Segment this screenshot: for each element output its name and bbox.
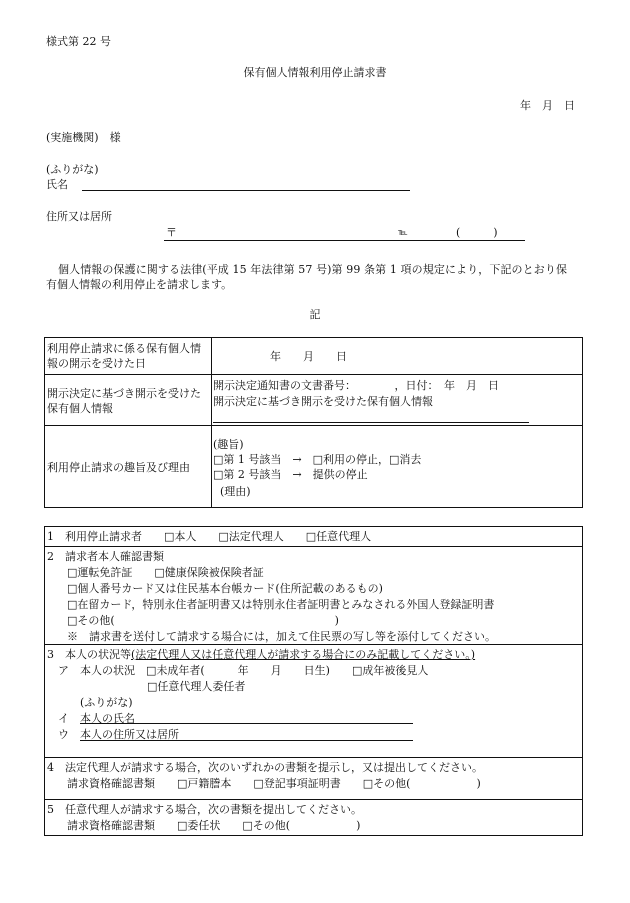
- id-option-license[interactable]: □運転免許証 □健康保険被保険者証: [67, 566, 264, 579]
- ki-heading: 記: [309, 308, 321, 321]
- id-documents-title: 2 請求者本人確認書類: [47, 550, 164, 563]
- intro-line-2: 有個人情報の利用停止を請求します。: [46, 278, 233, 291]
- form-number: 様式第 22 号: [46, 35, 111, 48]
- table-row-divider: [44, 644, 583, 645]
- principal-address-field[interactable]: [80, 740, 413, 741]
- applicant-furigana-label: (ふりがな): [46, 163, 99, 176]
- table-row-divider: [44, 757, 583, 758]
- row1-label-line-2: 報の開示を受けた日: [47, 357, 146, 370]
- tel-mark: ℡: [398, 228, 408, 238]
- requester-type-line[interactable]: 1 利用停止請求者 □本人 □法定代理人 □任意代理人: [47, 530, 372, 543]
- principal-status-condition: (法定代理人又は任意代理人が請求する場合にのみ記載してください。): [131, 648, 476, 661]
- table-row-divider: [44, 546, 583, 547]
- postal-mark: 〒: [166, 226, 177, 239]
- principal-name-label: 本人の氏名: [80, 712, 135, 725]
- id-option-mynumber[interactable]: □個人番号カード又は住民基本台帳カード(住所記載のあるもの): [67, 582, 383, 595]
- applicant-name-label: 氏名: [46, 178, 68, 191]
- disclosed-info-label: 開示決定に基づき開示を受けた保有個人情報: [213, 395, 433, 408]
- applicant-address-field[interactable]: [164, 240, 525, 241]
- table-divider: [211, 337, 212, 508]
- purpose-heading: (趣旨): [213, 438, 244, 451]
- applicant-name-field[interactable]: [82, 190, 410, 191]
- clause2-checkbox-line[interactable]: □第 2 号該当 → 提供の停止: [213, 468, 368, 481]
- voluntary-agent-docs-title: 5 任意代理人が請求する場合，次の書類を提出してください。: [47, 803, 362, 816]
- principal-address-mark: ウ: [58, 728, 69, 741]
- principal-name-mark: イ: [58, 712, 69, 725]
- principal-name-field[interactable]: [80, 723, 413, 724]
- voluntary-agent-docs-options[interactable]: 請求資格確認書類 □委任状 □その他( ): [67, 819, 361, 832]
- row1-label-line-1: 利用停止請求に係る保有個人情: [47, 342, 201, 355]
- row3-label: 利用停止請求の趣旨及び理由: [47, 461, 190, 474]
- id-option-residence-card[interactable]: □在留カード，特別永住者証明書又は特別永住者証明書とみなされる外国人登録証明書: [67, 598, 495, 611]
- principal-status-line[interactable]: ア 本人の状況 □未成年者( 年 月 日生) □成年被後見人: [58, 664, 429, 677]
- clause1-checkbox-line[interactable]: □第 1 号該当 → □利用の停止，□消去: [213, 453, 422, 466]
- principal-address-label: 本人の住所又は居所: [80, 728, 179, 741]
- table-row-divider: [44, 799, 583, 800]
- page-title: 保有個人情報利用停止請求書: [243, 66, 387, 79]
- agency-addressee: (実施機関) 様: [46, 131, 121, 144]
- legal-agent-docs-options[interactable]: 請求資格確認書類 □戸籍謄本 □登記事項証明書 □その他( ): [67, 777, 481, 790]
- disclosed-info-field[interactable]: [213, 422, 529, 423]
- tel-area-code: ( ): [456, 226, 498, 239]
- row2-label-line-2: 保有個人情報: [47, 402, 113, 415]
- principal-status-prefix: 3 本人の状況等: [47, 648, 131, 661]
- mail-notice: ※ 請求書を送付して請求する場合には，加えて住民票の写し等を添付してください。: [67, 630, 496, 643]
- disclosure-date-field[interactable]: 年 月 日: [270, 350, 347, 363]
- id-option-other[interactable]: □その他( ): [67, 614, 339, 627]
- submission-date[interactable]: 年 月 日: [520, 99, 575, 112]
- notice-document-number-field[interactable]: 開示決定通知書の文書番号： ，日付： 年 月 日: [213, 379, 499, 392]
- principal-status-title: [47, 647, 475, 662]
- intro-line-1: 個人情報の保護に関する法律(平成 15 年法律第 57 号)第 99 条第 1 項の規定により，下記のとおり保: [58, 263, 568, 276]
- principal-delegator-option[interactable]: □任意代理人委任者: [147, 680, 246, 693]
- table-row-divider: [44, 425, 583, 426]
- table-row-divider: [44, 374, 583, 375]
- row2-label-line-1: 開示決定に基づき開示を受けた: [47, 387, 201, 400]
- applicant-address-label: 住所又は居所: [46, 210, 112, 223]
- principal-furigana-label: (ふりがな): [80, 696, 133, 709]
- reason-heading: (理由): [220, 485, 251, 498]
- legal-agent-docs-title: 4 法定代理人が請求する場合，次のいずれかの書類を提示し，又は提出してください。: [47, 761, 483, 774]
